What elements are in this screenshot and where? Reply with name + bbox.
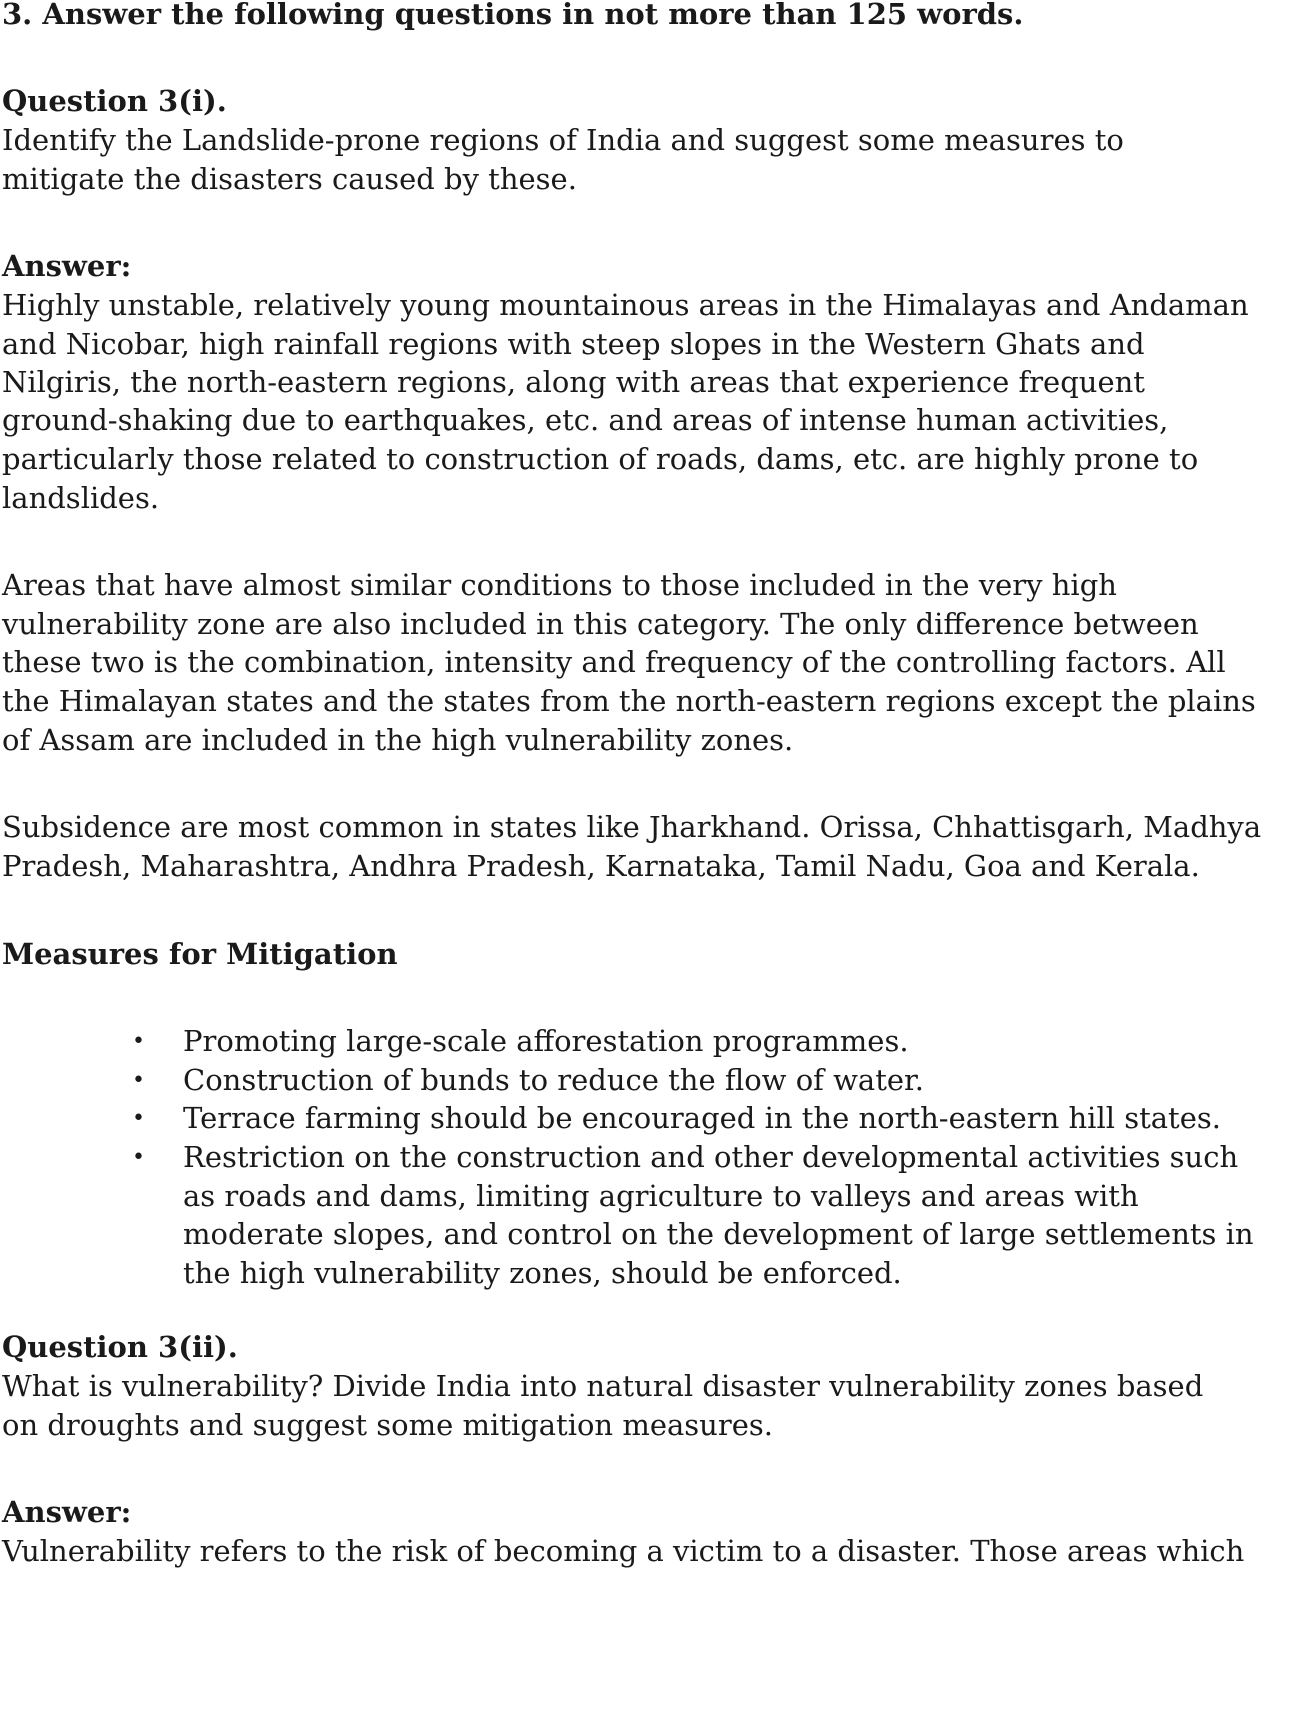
answer-3ii-label: Answer:: [2, 1495, 132, 1529]
answer-3i-label: Answer:: [2, 249, 132, 283]
bullet-marker: •: [132, 1068, 145, 1093]
answer-paragraph-2-line: Areas that have almost similar conditions to those included in the very high: [2, 568, 1117, 602]
measures-heading: Measures for Mitigation: [2, 937, 398, 971]
bullet-marker: •: [132, 1029, 145, 1054]
bullet-item-line: as roads and dams, limiting agriculture to valleys and areas with: [183, 1179, 1139, 1213]
answer-paragraph-1-line: Highly unstable, relatively young mountainous areas in the Himalayas and Andaman: [2, 288, 1249, 322]
bullet-marker: •: [132, 1106, 145, 1131]
question-3i-text-line: mitigate the disasters caused by these.: [2, 162, 577, 196]
answer-paragraph-3-line: Pradesh, Maharashtra, Andhra Pradesh, Karnataka, Tamil Nadu, Goa and Kerala.: [2, 849, 1200, 883]
answer-paragraph-1-line: and Nicobar, high rainfall regions with steep slopes in the Western Ghats and: [2, 327, 1145, 361]
answer-paragraph-2-line: these two is the combination, intensity and frequency of the controlling factors. All: [2, 645, 1226, 679]
answer-paragraph-1-line: ground-shaking due to earthquakes, etc. and areas of intense human activities,: [2, 403, 1169, 437]
bullet-item-line: the high vulnerability zones, should be enforced.: [183, 1256, 902, 1290]
question-3i-text-line: Identify the Landslide-prone regions of India and suggest some measures to: [2, 123, 1124, 157]
bullet-item-line: Terrace farming should be encouraged in the north-eastern hill states.: [183, 1101, 1221, 1135]
answer-paragraph-3-line: Subsidence are most common in states like Jharkhand. Orissa, Chhattisgarh, Madhya: [2, 810, 1262, 844]
question-3ii-label: Question 3(ii).: [2, 1330, 238, 1364]
bullet-marker: •: [132, 1145, 145, 1170]
answer-paragraph-2-line: vulnerability zone are also included in this category. The only difference between: [2, 607, 1199, 641]
answer-paragraph-2-line: of Assam are included in the high vulnerability zones.: [2, 723, 794, 757]
answer-paragraph-1-line: particularly those related to construction of roads, dams, etc. are highly prone to: [2, 442, 1199, 476]
bullet-item-line: Promoting large-scale afforestation programmes.: [183, 1024, 909, 1058]
section-heading: 3. Answer the following questions in not more than 125 words.: [2, 0, 1024, 31]
bullet-item-line: moderate slopes, and control on the development of large settlements in: [183, 1217, 1254, 1251]
question-3ii-text-line: What is vulnerability? Divide India into natural disaster vulnerability zones based: [2, 1369, 1204, 1403]
question-3ii-text-line: on droughts and suggest some mitigation measures.: [2, 1408, 773, 1442]
bullet-item-line: Restriction on the construction and other developmental activities such: [183, 1140, 1239, 1174]
bullet-item-line: Construction of bunds to reduce the flow of water.: [183, 1063, 924, 1097]
question-3i-label: Question 3(i).: [2, 84, 227, 118]
answer-paragraph-1-line: Nilgiris, the north-eastern regions, along with areas that experience frequent: [2, 365, 1145, 399]
answer-paragraph-1-line: landslides.: [2, 481, 160, 515]
answer-paragraph-2-line: the Himalayan states and the states from the north-eastern regions except the plains: [2, 684, 1256, 718]
answer-3ii-text-line: Vulnerability refers to the risk of becoming a victim to a disaster. Those areas which: [2, 1534, 1245, 1568]
